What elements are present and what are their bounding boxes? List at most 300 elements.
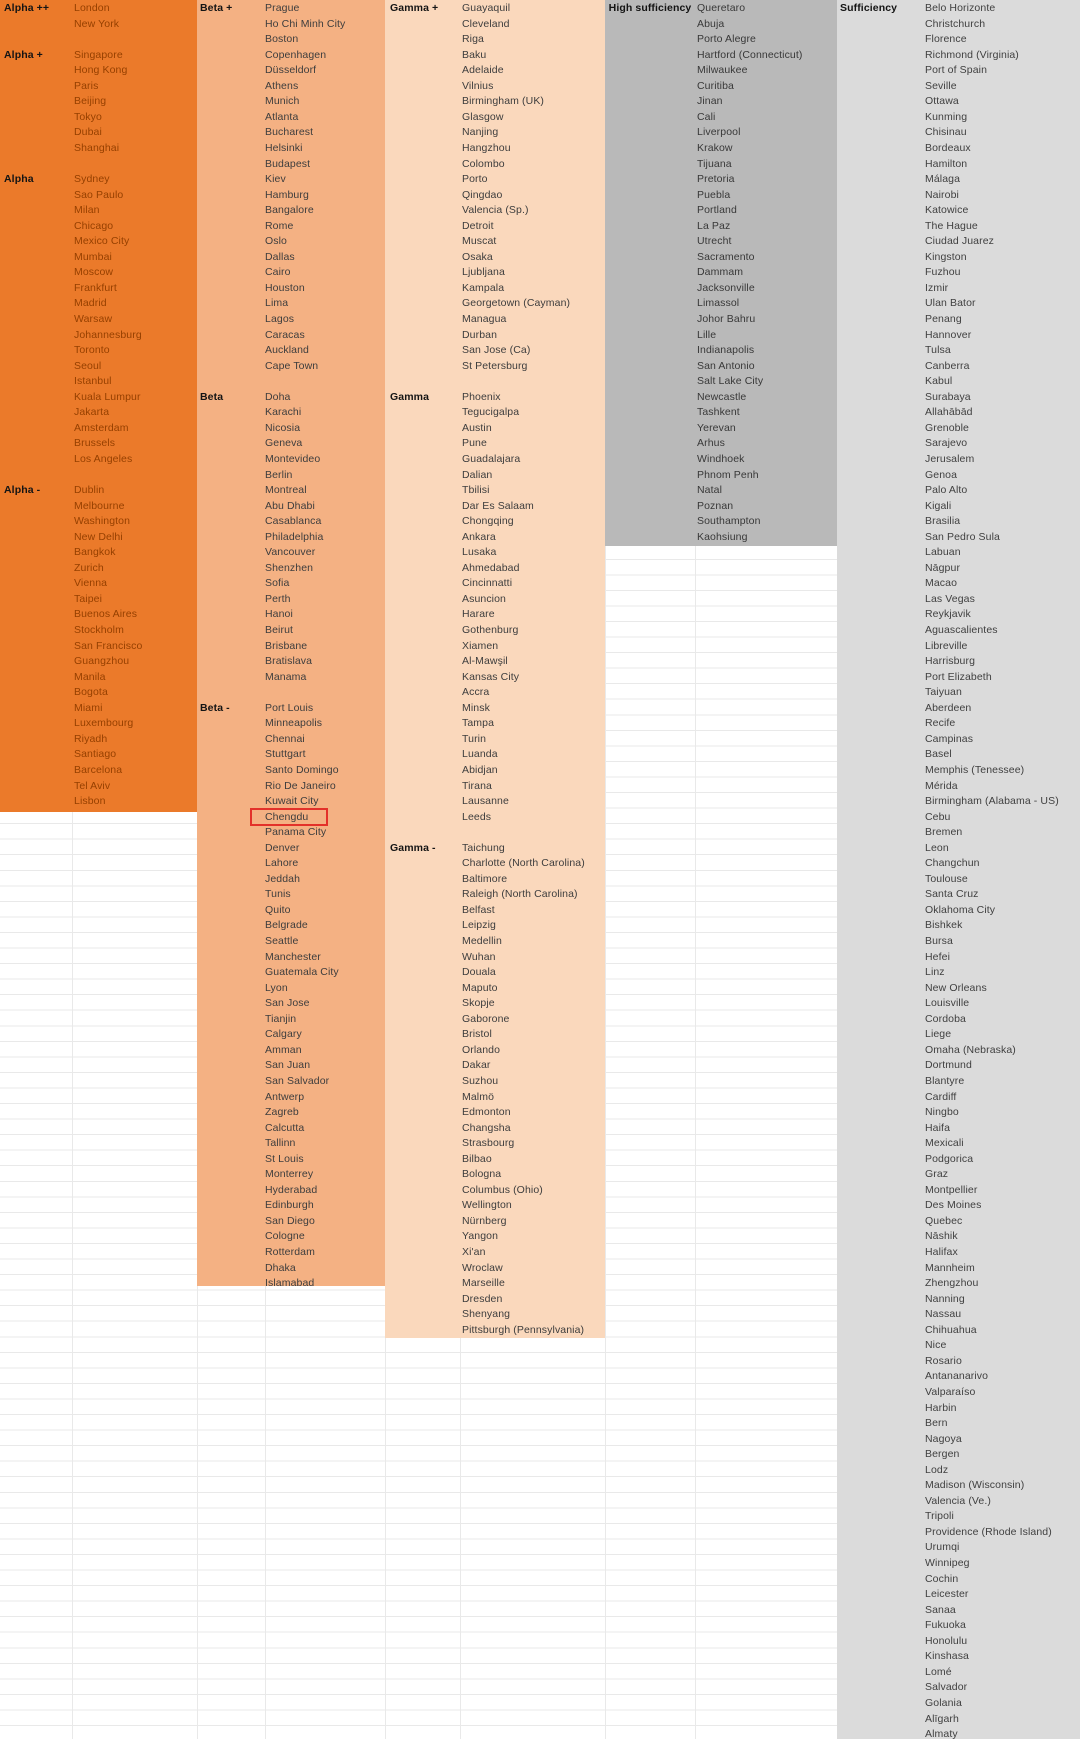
city-cell[interactable]: Leicester <box>925 1588 969 1601</box>
city-cell[interactable]: Toulouse <box>925 872 968 885</box>
city-cell[interactable]: Golania <box>925 1696 962 1709</box>
city-cell[interactable]: Phoenix <box>462 390 501 403</box>
city-cell[interactable]: Bristol <box>462 1028 492 1041</box>
city-cell[interactable]: San Jose (Ca) <box>462 344 531 357</box>
city-cell[interactable]: Las Vegas <box>925 592 975 605</box>
city-cell[interactable]: Valparaíso <box>925 1385 976 1398</box>
city-cell[interactable]: Tashkent <box>697 406 740 419</box>
tier-label-alpha[interactable]: Alpha - <box>4 484 41 497</box>
city-cell[interactable]: Tunis <box>265 888 291 901</box>
city-cell[interactable]: Guadalajara <box>462 452 521 465</box>
city-cell[interactable]: Detroit <box>462 219 494 232</box>
city-cell[interactable]: Changsha <box>462 1121 511 1134</box>
city-cell[interactable]: Providence (Rhode Island) <box>925 1525 1052 1538</box>
city-cell[interactable]: Panama City <box>265 826 327 839</box>
city-cell[interactable]: Bordeaux <box>925 141 971 154</box>
city-cell[interactable]: Bursa <box>925 935 953 947</box>
city-cell[interactable]: Halifax <box>925 1246 958 1258</box>
city-cell[interactable]: Nassau <box>925 1308 962 1321</box>
city-cell[interactable]: Los Angeles <box>74 452 133 465</box>
city-cell[interactable]: Warsaw <box>74 313 113 325</box>
city-cell[interactable]: Durban <box>462 328 498 341</box>
city-cell[interactable]: Ningbo <box>925 1106 959 1119</box>
city-cell[interactable]: Newcastle <box>697 390 747 403</box>
city-cell[interactable]: Nagoya <box>925 1432 962 1445</box>
city-cell[interactable]: Strasbourg <box>462 1137 515 1150</box>
city-cell[interactable]: Tallinn <box>265 1137 296 1150</box>
city-cell[interactable]: Chicago <box>74 219 114 232</box>
city-cell[interactable]: Antwerp <box>265 1090 305 1103</box>
city-cell[interactable]: Queretaro <box>697 2 746 14</box>
city-cell[interactable]: Wroclaw <box>462 1261 503 1274</box>
city-cell[interactable]: Lomé <box>925 1665 952 1678</box>
city-cell[interactable]: Cordoba <box>925 1012 966 1025</box>
city-cell[interactable]: Ottawa <box>925 95 959 108</box>
city-cell[interactable]: Montreal <box>265 484 307 497</box>
city-cell[interactable]: Allahābād <box>925 406 973 419</box>
city-cell[interactable]: Chengdu <box>265 810 309 823</box>
city-cell[interactable]: Brussels <box>74 437 116 450</box>
city-cell[interactable]: Dublin <box>74 484 105 497</box>
city-cell[interactable]: Dakar <box>462 1059 491 1072</box>
city-cell[interactable]: Grenoble <box>925 421 969 434</box>
city-cell[interactable]: Recife <box>925 717 956 730</box>
city-cell[interactable]: Ho Chi Minh City <box>265 17 346 30</box>
city-cell[interactable]: Beirut <box>265 624 294 636</box>
city-cell[interactable]: Jakarta <box>74 406 110 419</box>
city-cell[interactable]: Atlanta <box>265 110 299 123</box>
city-cell[interactable]: Edmonton <box>462 1106 511 1119</box>
city-cell[interactable]: Manama <box>265 670 307 683</box>
city-cell[interactable]: Manchester <box>265 950 321 963</box>
city-cell[interactable]: Prague <box>265 2 300 14</box>
city-cell[interactable]: Johannesburg <box>74 328 142 341</box>
city-cell[interactable]: Minneapolis <box>265 717 323 730</box>
city-cell[interactable]: Tripoli <box>925 1510 954 1523</box>
city-cell[interactable]: New Orleans <box>925 981 987 994</box>
city-cell[interactable]: Mumbai <box>74 250 112 263</box>
city-cell[interactable]: Medellin <box>462 935 502 947</box>
city-cell[interactable]: Pune <box>462 437 487 450</box>
city-cell[interactable]: Kuala Lumpur <box>74 390 141 403</box>
city-cell[interactable]: Graz <box>925 1168 949 1181</box>
city-cell[interactable]: Nicosia <box>265 421 301 434</box>
city-cell[interactable]: Luanda <box>462 748 498 761</box>
city-cell[interactable]: Moscow <box>74 266 114 279</box>
city-cell[interactable]: Curitiba <box>697 79 734 92</box>
city-cell[interactable]: Harbin <box>925 1401 957 1414</box>
city-cell[interactable]: Harare <box>462 608 495 621</box>
tier-label-beta[interactable]: Beta + <box>200 2 233 14</box>
city-cell[interactable]: Melbourne <box>74 499 125 512</box>
city-cell[interactable]: Guangzhou <box>74 655 130 668</box>
city-cell[interactable]: Salt Lake City <box>697 375 764 388</box>
city-cell[interactable]: Leeds <box>462 810 492 823</box>
city-cell[interactable]: Nairobi <box>925 188 959 201</box>
city-cell[interactable]: Shanghai <box>74 141 120 154</box>
city-cell[interactable]: Milan <box>74 204 100 217</box>
city-cell[interactable]: Skopje <box>462 997 495 1010</box>
city-cell[interactable]: Malmö <box>462 1090 495 1103</box>
city-cell[interactable]: Liverpool <box>697 126 741 139</box>
city-cell[interactable]: Ciudad Juarez <box>925 235 995 248</box>
city-cell[interactable]: New York <box>74 17 120 30</box>
city-cell[interactable]: La Paz <box>697 219 731 232</box>
city-cell[interactable]: Kunming <box>925 110 968 123</box>
city-cell[interactable]: San Pedro Sula <box>925 530 1000 543</box>
city-cell[interactable]: Katowice <box>925 204 969 217</box>
city-cell[interactable]: Doha <box>265 390 291 403</box>
city-cell[interactable]: Bern <box>925 1417 948 1430</box>
city-cell[interactable]: Santiago <box>74 748 117 761</box>
city-cell[interactable]: Istanbul <box>74 375 112 388</box>
city-cell[interactable]: Abidjan <box>462 763 498 776</box>
city-cell[interactable]: Orlando <box>462 1043 501 1056</box>
city-cell[interactable]: Qingdao <box>462 188 503 201</box>
city-cell[interactable]: Linz <box>925 966 945 979</box>
city-cell[interactable]: Nāgpur <box>925 561 961 574</box>
city-cell[interactable]: San Diego <box>265 1214 315 1227</box>
city-cell[interactable]: Hangzhou <box>462 141 511 154</box>
tier-label-alpha[interactable]: Alpha + <box>4 48 43 61</box>
city-cell[interactable]: Managua <box>462 313 507 325</box>
tier-label-high-sufficiency[interactable]: High sufficiency <box>608 2 692 14</box>
city-cell[interactable]: Calgary <box>265 1028 302 1041</box>
city-cell[interactable]: Maputo <box>462 981 498 994</box>
city-cell[interactable]: Belfast <box>462 903 495 916</box>
city-cell[interactable]: Oslo <box>265 235 287 248</box>
city-cell[interactable]: Mexico City <box>74 235 130 248</box>
city-cell[interactable]: Aberdeen <box>925 701 972 714</box>
city-cell[interactable]: Reykjavik <box>925 608 971 621</box>
city-cell[interactable]: Stuttgart <box>265 748 306 761</box>
city-cell[interactable]: Cebu <box>925 810 951 823</box>
city-cell[interactable]: Tulsa <box>925 344 951 357</box>
city-cell[interactable]: Dalian <box>462 468 493 481</box>
city-cell[interactable]: Dortmund <box>925 1059 972 1072</box>
city-cell[interactable]: Tampa <box>462 717 495 730</box>
city-cell[interactable]: Ankara <box>462 530 496 543</box>
city-cell[interactable]: Barcelona <box>74 763 123 776</box>
city-cell[interactable]: Valencia (Sp.) <box>462 204 529 217</box>
city-cell[interactable]: Johor Bahru <box>697 313 756 325</box>
city-cell[interactable]: Campinas <box>925 732 974 745</box>
city-cell[interactable]: Taichung <box>462 841 505 854</box>
city-cell[interactable]: Port Louis <box>265 701 314 714</box>
city-cell[interactable]: Libreville <box>925 639 968 652</box>
city-cell[interactable]: Quito <box>265 903 291 916</box>
city-cell[interactable]: Fukuoka <box>925 1619 966 1632</box>
tier-label-alpha[interactable]: Alpha ++ <box>4 2 50 14</box>
city-cell[interactable]: Salvador <box>925 1681 968 1694</box>
city-cell[interactable]: Bratislava <box>265 655 313 668</box>
city-cell[interactable]: Zurich <box>74 561 104 574</box>
city-cell[interactable]: Lyon <box>265 981 288 994</box>
city-cell[interactable]: Dammam <box>697 266 744 279</box>
city-cell[interactable]: Gaborone <box>462 1012 510 1025</box>
city-cell[interactable]: Kabul <box>925 375 953 388</box>
tier-label-alpha[interactable]: Alpha <box>4 173 34 186</box>
city-cell[interactable]: Tirana <box>462 779 492 792</box>
city-cell[interactable]: Almaty <box>925 1728 958 1739</box>
city-cell[interactable]: Taiyuan <box>925 686 962 699</box>
city-cell[interactable]: Amsterdam <box>74 421 129 434</box>
city-cell[interactable]: Liege <box>925 1028 952 1041</box>
city-cell[interactable]: Mexicali <box>925 1137 964 1150</box>
city-cell[interactable]: Beijing <box>74 95 107 108</box>
city-cell[interactable]: Málaga <box>925 173 961 186</box>
city-cell[interactable]: Jinan <box>697 95 723 108</box>
city-cell[interactable]: Turin <box>462 732 487 745</box>
city-cell[interactable]: Port Elizabeth <box>925 670 992 683</box>
city-cell[interactable]: Arhus <box>697 437 725 450</box>
city-cell[interactable]: Valencia (Ve.) <box>925 1494 991 1507</box>
city-cell[interactable]: Tokyo <box>74 110 102 123</box>
city-cell[interactable]: Jacksonville <box>697 281 755 294</box>
city-cell[interactable]: Leon <box>925 841 949 854</box>
city-cell[interactable]: Munich <box>265 95 300 108</box>
city-cell[interactable]: Madrid <box>74 297 107 310</box>
city-cell[interactable]: Baku <box>462 48 487 61</box>
city-cell[interactable]: Denver <box>265 841 300 854</box>
tier-label-sufficiency[interactable]: Sufficiency <box>840 2 898 14</box>
city-cell[interactable]: New Delhi <box>74 530 123 543</box>
city-cell[interactable]: Indianapolis <box>697 344 755 357</box>
city-cell[interactable]: Geneva <box>265 437 303 450</box>
city-cell[interactable]: Xi'an <box>462 1246 486 1258</box>
tier-label-gamma[interactable]: Gamma + <box>390 2 439 14</box>
city-cell[interactable]: Tegucigalpa <box>462 406 520 419</box>
city-cell[interactable]: Canberra <box>925 359 970 372</box>
city-cell[interactable]: Mérida <box>925 779 958 792</box>
city-cell[interactable]: Perth <box>265 592 291 605</box>
city-cell[interactable]: Belgrade <box>265 919 308 932</box>
city-cell[interactable]: Hartford (Connecticut) <box>697 48 803 61</box>
city-cell[interactable]: Shenyang <box>462 1308 511 1321</box>
city-cell[interactable]: Izmir <box>925 281 949 294</box>
city-cell[interactable]: Pretoria <box>697 173 735 186</box>
city-cell[interactable]: Amman <box>265 1043 302 1056</box>
city-cell[interactable]: Douala <box>462 966 496 979</box>
city-cell[interactable]: Auckland <box>265 344 309 357</box>
city-cell[interactable]: Minsk <box>462 701 490 714</box>
city-cell[interactable]: Seville <box>925 79 957 92</box>
city-cell[interactable]: Luxembourg <box>74 717 134 730</box>
city-cell[interactable]: Bangalore <box>265 204 314 217</box>
city-cell[interactable]: Hefei <box>925 950 951 963</box>
city-cell[interactable]: St Petersburg <box>462 359 528 372</box>
city-cell[interactable]: Kansas City <box>462 670 520 683</box>
city-cell[interactable]: Brisbane <box>265 639 308 652</box>
city-cell[interactable]: Chisinau <box>925 126 967 139</box>
city-cell[interactable]: Limassol <box>697 297 740 310</box>
city-cell[interactable]: Kampala <box>462 281 505 294</box>
city-cell[interactable]: Leipzig <box>462 919 496 932</box>
city-cell[interactable]: Florence <box>925 33 967 46</box>
city-cell[interactable]: Alīgarh <box>925 1712 959 1725</box>
city-cell[interactable]: Yangon <box>462 1230 499 1243</box>
city-cell[interactable]: Abu Dhabi <box>265 499 315 512</box>
city-cell[interactable]: Labuan <box>925 546 961 559</box>
city-cell[interactable]: Guatemala City <box>265 966 339 979</box>
city-cell[interactable]: Lisbon <box>74 795 106 808</box>
city-cell[interactable]: Kaohsiung <box>697 530 748 543</box>
city-cell[interactable]: Sarajevo <box>925 437 968 450</box>
city-cell[interactable]: Cardiff <box>925 1090 957 1103</box>
city-cell[interactable]: Kingston <box>925 250 967 263</box>
city-cell[interactable]: Karachi <box>265 406 302 419</box>
city-cell[interactable]: Bangkok <box>74 546 116 559</box>
city-cell[interactable]: Columbus (Ohio) <box>462 1183 543 1196</box>
city-cell[interactable]: Jeddah <box>265 872 301 885</box>
city-cell[interactable]: Austin <box>462 421 492 434</box>
city-cell[interactable]: Zhengzhou <box>925 1277 979 1290</box>
city-cell[interactable]: Nanjing <box>462 126 499 139</box>
city-cell[interactable]: Mannheim <box>925 1261 975 1274</box>
city-cell[interactable]: Chennai <box>265 732 305 745</box>
city-cell[interactable]: Riga <box>462 33 484 46</box>
city-cell[interactable]: Lodz <box>925 1463 949 1476</box>
city-cell[interactable]: Düsseldorf <box>265 64 317 77</box>
city-cell[interactable]: Al-Mawşil <box>462 655 508 668</box>
city-cell[interactable]: Winnipeg <box>925 1557 970 1569</box>
city-cell[interactable]: Sofia <box>265 577 290 590</box>
city-cell[interactable]: Memphis (Tenessee) <box>925 763 1025 776</box>
city-cell[interactable]: Dhaka <box>265 1261 296 1274</box>
city-cell[interactable]: Frankfurt <box>74 281 117 294</box>
city-cell[interactable]: Lagos <box>265 313 295 325</box>
city-cell[interactable]: Cape Town <box>265 359 319 372</box>
city-cell[interactable]: Rome <box>265 219 294 232</box>
city-cell[interactable]: Bogota <box>74 686 108 699</box>
city-cell[interactable]: Wellington <box>462 1199 512 1212</box>
city-cell[interactable]: Southampton <box>697 515 761 528</box>
city-cell[interactable]: Lima <box>265 297 289 310</box>
city-cell[interactable]: Basel <box>925 748 952 761</box>
city-cell[interactable]: Caracas <box>265 328 305 341</box>
city-cell[interactable]: Budapest <box>265 157 311 170</box>
city-cell[interactable]: Penang <box>925 313 962 325</box>
city-cell[interactable]: Athens <box>265 79 299 92</box>
city-cell[interactable]: Lille <box>697 328 717 341</box>
city-cell[interactable]: Genoa <box>925 468 958 481</box>
city-cell[interactable]: Ulan Bator <box>925 297 976 310</box>
city-cell[interactable]: Macao <box>925 577 958 590</box>
city-cell[interactable]: Richmond (Virginia) <box>925 48 1019 61</box>
city-cell[interactable]: Oklahoma City <box>925 903 996 916</box>
city-cell[interactable]: Vancouver <box>265 546 316 559</box>
city-cell[interactable]: Cleveland <box>462 17 510 30</box>
city-cell[interactable]: Omaha (Nebraska) <box>925 1043 1016 1056</box>
city-cell[interactable]: Windhoek <box>697 452 745 465</box>
city-cell[interactable]: Muscat <box>462 235 497 248</box>
city-cell[interactable]: Belo Horizonte <box>925 2 996 14</box>
city-cell[interactable]: Porto <box>462 173 488 186</box>
city-cell[interactable]: Puebla <box>697 188 731 201</box>
city-cell[interactable]: Zagreb <box>265 1106 299 1119</box>
city-cell[interactable]: Tbilisi <box>462 484 490 497</box>
city-cell[interactable]: Houston <box>265 281 305 294</box>
city-cell[interactable]: Pittsburgh (Pennsylvania) <box>462 1323 585 1336</box>
city-cell[interactable]: Hannover <box>925 328 972 341</box>
city-cell[interactable]: Nürnberg <box>462 1214 507 1227</box>
city-cell[interactable]: Nice <box>925 1339 947 1352</box>
city-cell[interactable]: Sao Paulo <box>74 188 124 201</box>
tier-label-gamma[interactable]: Gamma <box>390 390 430 403</box>
city-cell[interactable]: Phnom Penh <box>697 468 759 481</box>
city-cell[interactable]: Cali <box>697 110 716 123</box>
city-cell[interactable]: Tel Aviv <box>74 779 111 792</box>
city-cell[interactable]: Podgorica <box>925 1152 974 1165</box>
city-cell[interactable]: Hyderabad <box>265 1183 318 1196</box>
city-cell[interactable]: Bucharest <box>265 126 314 139</box>
city-cell[interactable]: Cincinnatti <box>462 577 513 590</box>
city-cell[interactable]: Hamilton <box>925 157 968 170</box>
city-cell[interactable]: Osaka <box>462 250 493 263</box>
city-cell[interactable]: Gothenburg <box>462 624 519 636</box>
city-cell[interactable]: Charlotte (North Carolina) <box>462 857 585 870</box>
city-cell[interactable]: Asuncion <box>462 592 506 605</box>
city-cell[interactable]: San Antonio <box>697 359 755 372</box>
city-cell[interactable]: Ljubljana <box>462 266 505 279</box>
city-cell[interactable]: Kinshasa <box>925 1650 969 1663</box>
city-cell[interactable]: Colombo <box>462 157 505 170</box>
city-cell[interactable]: Nāshik <box>925 1230 958 1243</box>
city-cell[interactable]: Haifa <box>925 1121 951 1134</box>
city-cell[interactable]: Copenhagen <box>265 48 327 61</box>
city-cell[interactable]: St Louis <box>265 1152 304 1165</box>
city-cell[interactable]: Sanaa <box>925 1603 956 1616</box>
city-cell[interactable]: Berlin <box>265 468 293 481</box>
city-cell[interactable]: Porto Alegre <box>697 33 756 46</box>
city-cell[interactable]: Portland <box>697 204 737 217</box>
city-cell[interactable]: San Jose <box>265 997 310 1010</box>
city-cell[interactable]: Rosario <box>925 1354 962 1367</box>
city-cell[interactable]: Vilnius <box>462 79 494 92</box>
city-cell[interactable]: Blantyre <box>925 1074 965 1087</box>
city-cell[interactable]: Riyadh <box>74 732 108 745</box>
city-cell[interactable]: Cairo <box>265 266 291 279</box>
city-cell[interactable]: Utrecht <box>697 235 732 248</box>
city-cell[interactable]: Montpellier <box>925 1183 978 1196</box>
city-cell[interactable]: Dresden <box>462 1292 503 1305</box>
city-cell[interactable]: Cochin <box>925 1572 959 1585</box>
city-cell[interactable]: Milwaukee <box>697 64 748 77</box>
city-cell[interactable]: Tijuana <box>697 157 732 170</box>
city-cell[interactable]: Seoul <box>74 359 102 372</box>
city-cell[interactable]: Changchun <box>925 857 980 870</box>
city-cell[interactable]: Kuwait City <box>265 795 319 808</box>
city-cell[interactable]: Birmingham (Alabama - US) <box>925 795 1059 808</box>
city-cell[interactable]: Dar Es Salaam <box>462 499 534 512</box>
city-cell[interactable]: Bremen <box>925 826 963 839</box>
city-cell[interactable]: Washington <box>74 515 131 528</box>
city-cell[interactable]: Rio De Janeiro <box>265 779 336 792</box>
city-cell[interactable]: Fuzhou <box>925 266 961 279</box>
city-cell[interactable]: Louisville <box>925 997 970 1010</box>
city-cell[interactable]: Boston <box>265 33 299 46</box>
tier-label-gamma[interactable]: Gamma - <box>390 841 436 854</box>
city-cell[interactable]: Birmingham (UK) <box>462 95 545 108</box>
city-cell[interactable]: Sacramento <box>697 250 755 263</box>
city-cell[interactable]: Christchurch <box>925 17 986 30</box>
city-cell[interactable]: Accra <box>462 686 490 699</box>
city-cell[interactable]: Taipei <box>74 592 103 605</box>
city-cell[interactable]: Shenzhen <box>265 561 314 574</box>
city-cell[interactable]: Santo Domingo <box>265 763 339 776</box>
city-cell[interactable]: Brasilia <box>925 515 961 528</box>
city-cell[interactable]: Poznan <box>697 499 734 512</box>
